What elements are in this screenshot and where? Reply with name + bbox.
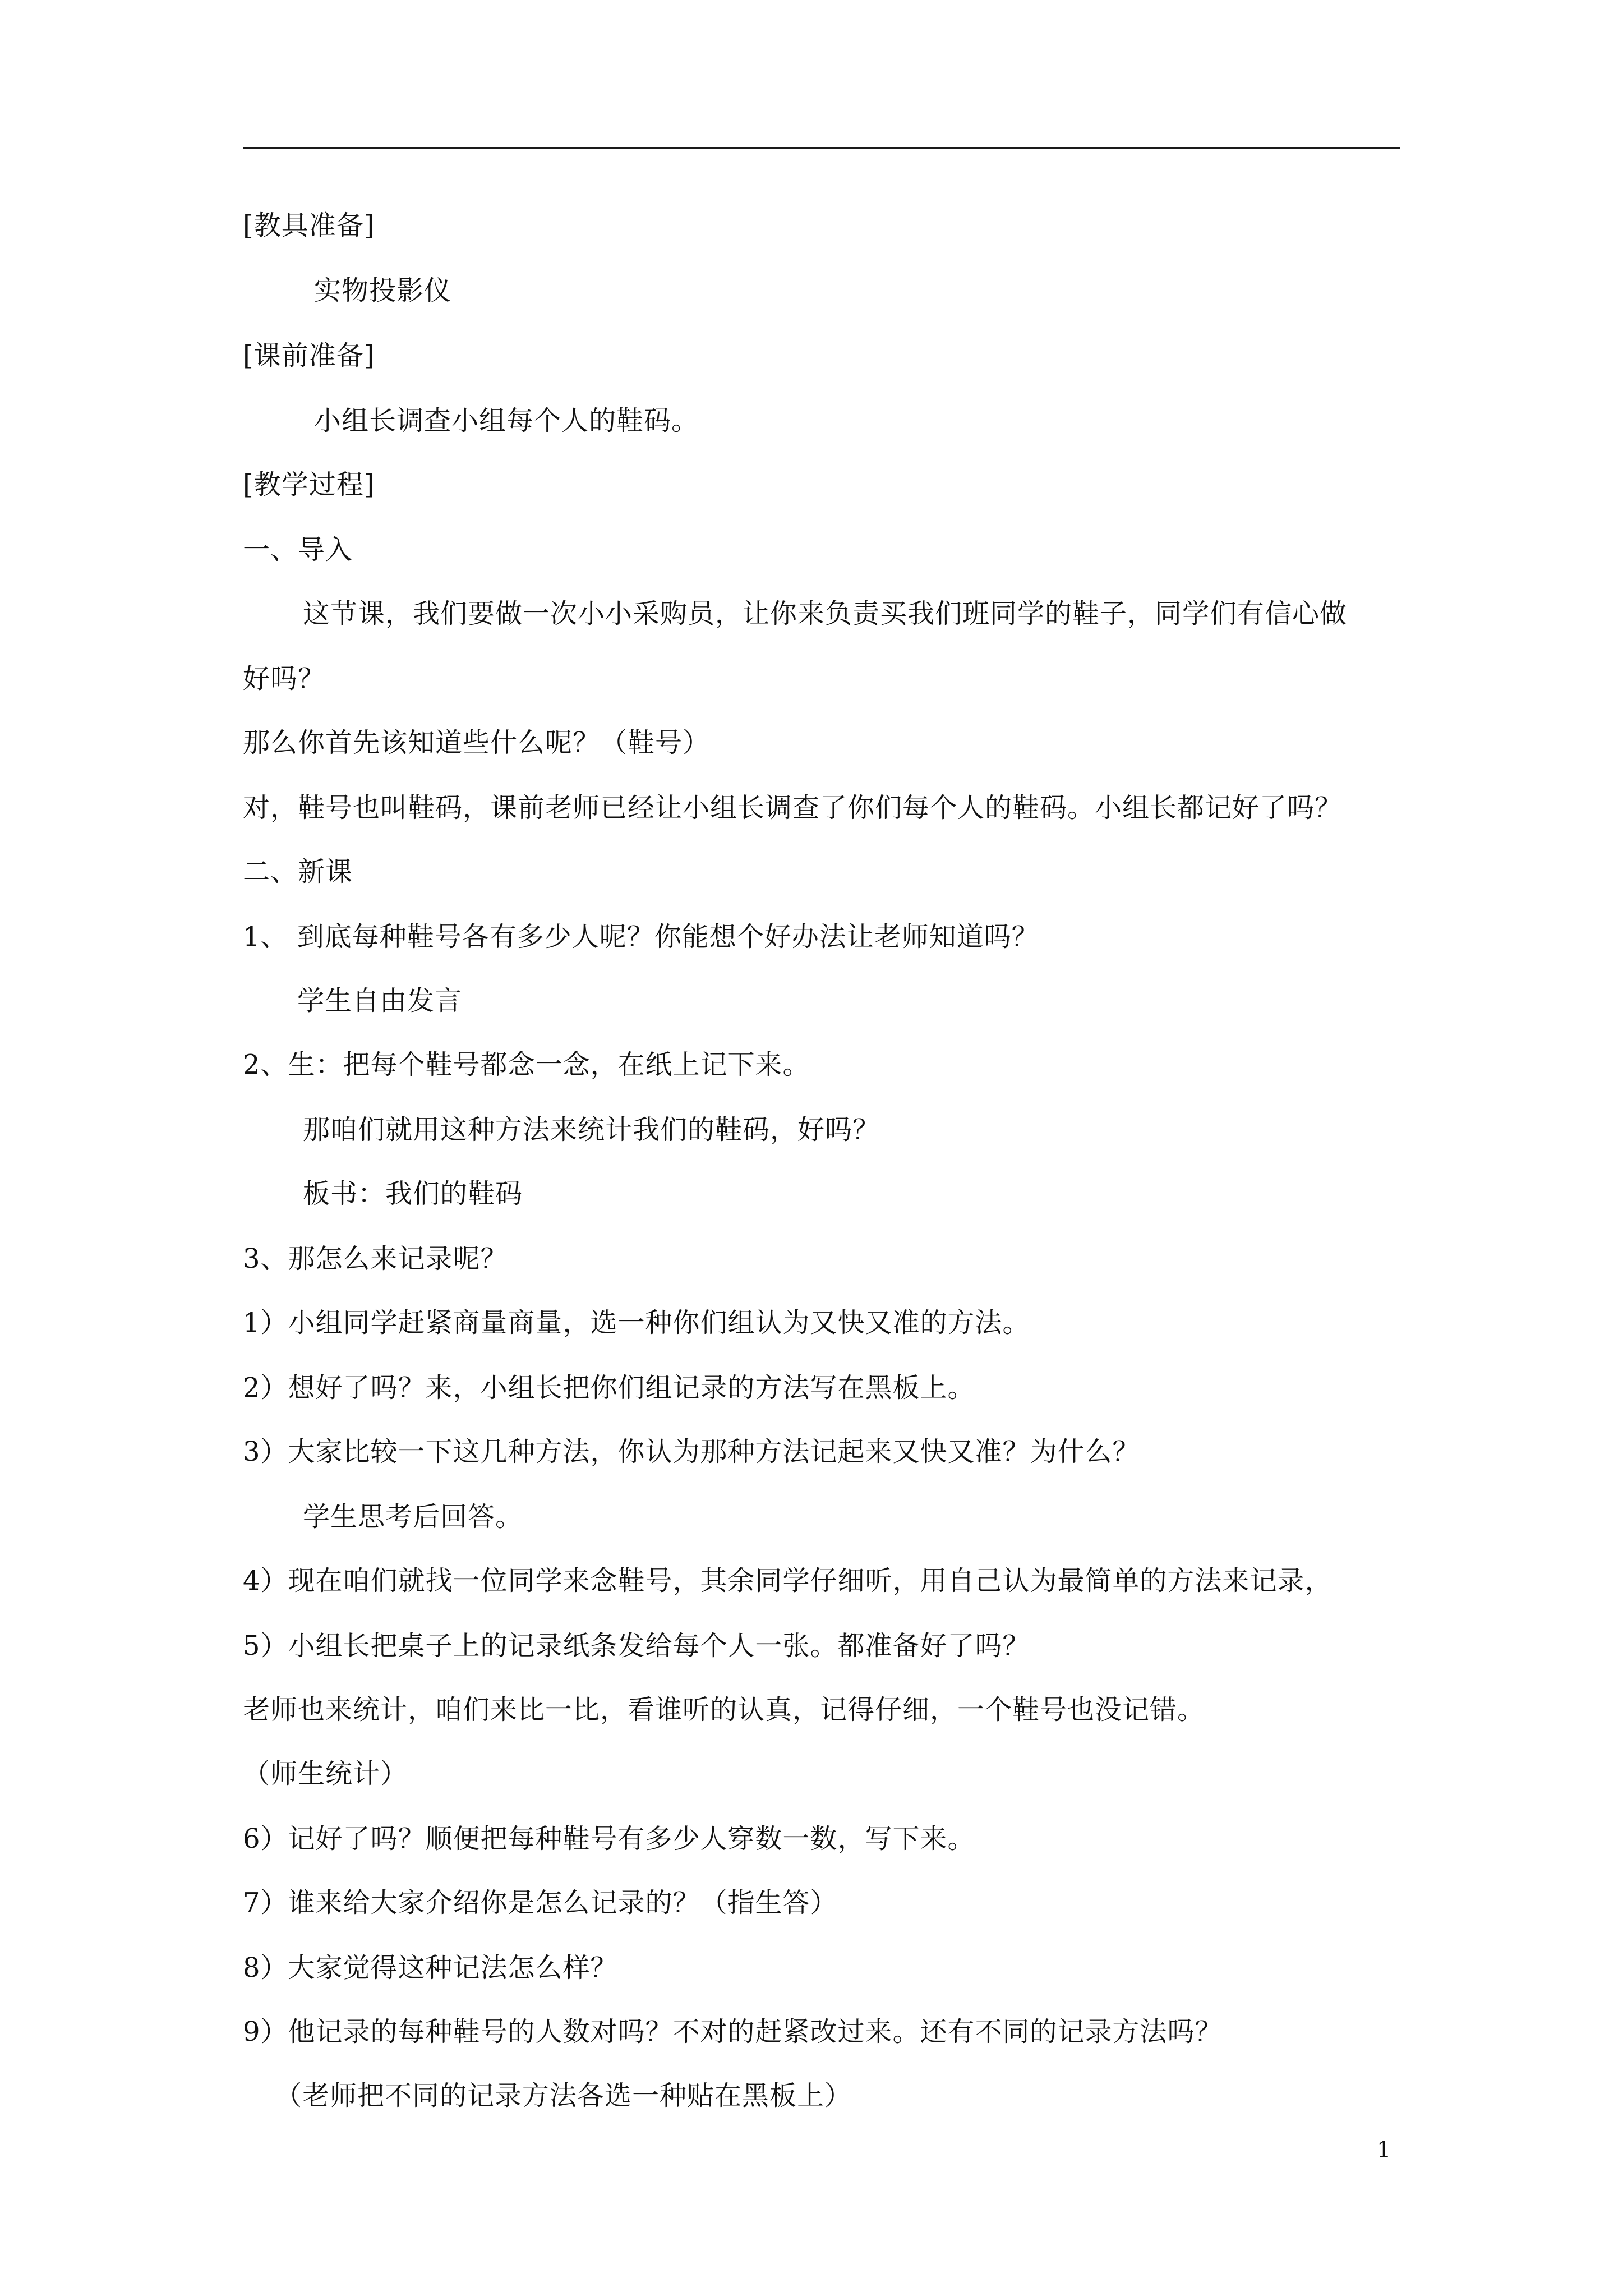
text-line: 实物投影仪: [314, 275, 452, 306]
text-line: 2）想好了吗？来，小组长把你们组记录的方法写在黑板上。: [243, 1372, 975, 1404]
text-line: 5）小组长把桌子上的记录纸条发给每个人一张。都准备好了吗？: [243, 1630, 1030, 1662]
text-line: 好吗？: [243, 663, 326, 694]
section-heading-teaching-process: [教学过程]: [243, 469, 375, 500]
text-line: 板书：我们的鞋码: [303, 1178, 523, 1209]
text-line: 1、 到底每种鞋号各有多少人呢？你能想个好办法让老师知道吗？: [243, 921, 1039, 953]
text-line: 那么你首先该知道些什么呢？（鞋号）: [243, 727, 711, 758]
text-line: 9）他记录的每种鞋号的人数对吗？不对的赶紧改过来。还有不同的记录方法吗？: [243, 2016, 1223, 2047]
text-line: 4）现在咱们就找一位同学来念鞋号，其余同学仔细听，用自己认为最简单的方法来记录，: [243, 1565, 1332, 1596]
section-heading-new-lesson: 二、新课: [243, 856, 353, 887]
text-line: 3）大家比较一下这几种方法，你认为那种方法记起来又快又准？为什么？: [243, 1436, 1140, 1467]
text-line: （老师把不同的记录方法各选一种贴在黑板上）: [275, 2080, 852, 2111]
text-line: 7）谁来给大家介绍你是怎么记录的？（指生答）: [243, 1887, 838, 1918]
text-line: 8）大家觉得这种记法怎么样？: [243, 1952, 618, 1984]
page-number: 1: [1377, 2137, 1391, 2163]
text-line: 3、那怎么来记录呢？: [243, 1243, 508, 1274]
text-line: 这节课，我们要做一次小小采购员，让你来负责买我们班同学的鞋子，同学们有信心做: [303, 598, 1348, 629]
text-line: 1）小组同学赶紧商量商量，选一种你们组认为又快又准的方法。: [243, 1307, 1030, 1338]
text-line: 学生思考后回答。: [303, 1501, 523, 1533]
text-line: 6）记好了吗？顺便把每种鞋号有多少人穿数一数，写下来。: [243, 1823, 975, 1855]
text-line: 小组长调查小组每个人的鞋码。: [314, 405, 699, 436]
section-heading-intro: 一、导入: [243, 534, 353, 565]
section-heading-preclass-prep: [课前准备]: [243, 340, 375, 371]
header-rule: [243, 147, 1400, 149]
text-line: 学生自由发言: [297, 985, 463, 1016]
text-line: 老师也来统计，咱们来比一比，看谁听的认真，记得仔细，一个鞋号也没记错。: [243, 1694, 1205, 1726]
section-heading-teaching-aids: [教具准备]: [243, 210, 375, 241]
text-line: （师生统计）: [243, 1758, 408, 1789]
text-line: 对，鞋号也叫鞋码，课前老师已经让小组长调查了你们每个人的鞋码。小组长都记好了吗？: [243, 792, 1343, 823]
text-line: 2、生：把每个鞋号都念一念，在纸上记下来。: [243, 1049, 810, 1080]
text-line: 那咱们就用这种方法来统计我们的鞋码，好吗？: [303, 1114, 880, 1145]
